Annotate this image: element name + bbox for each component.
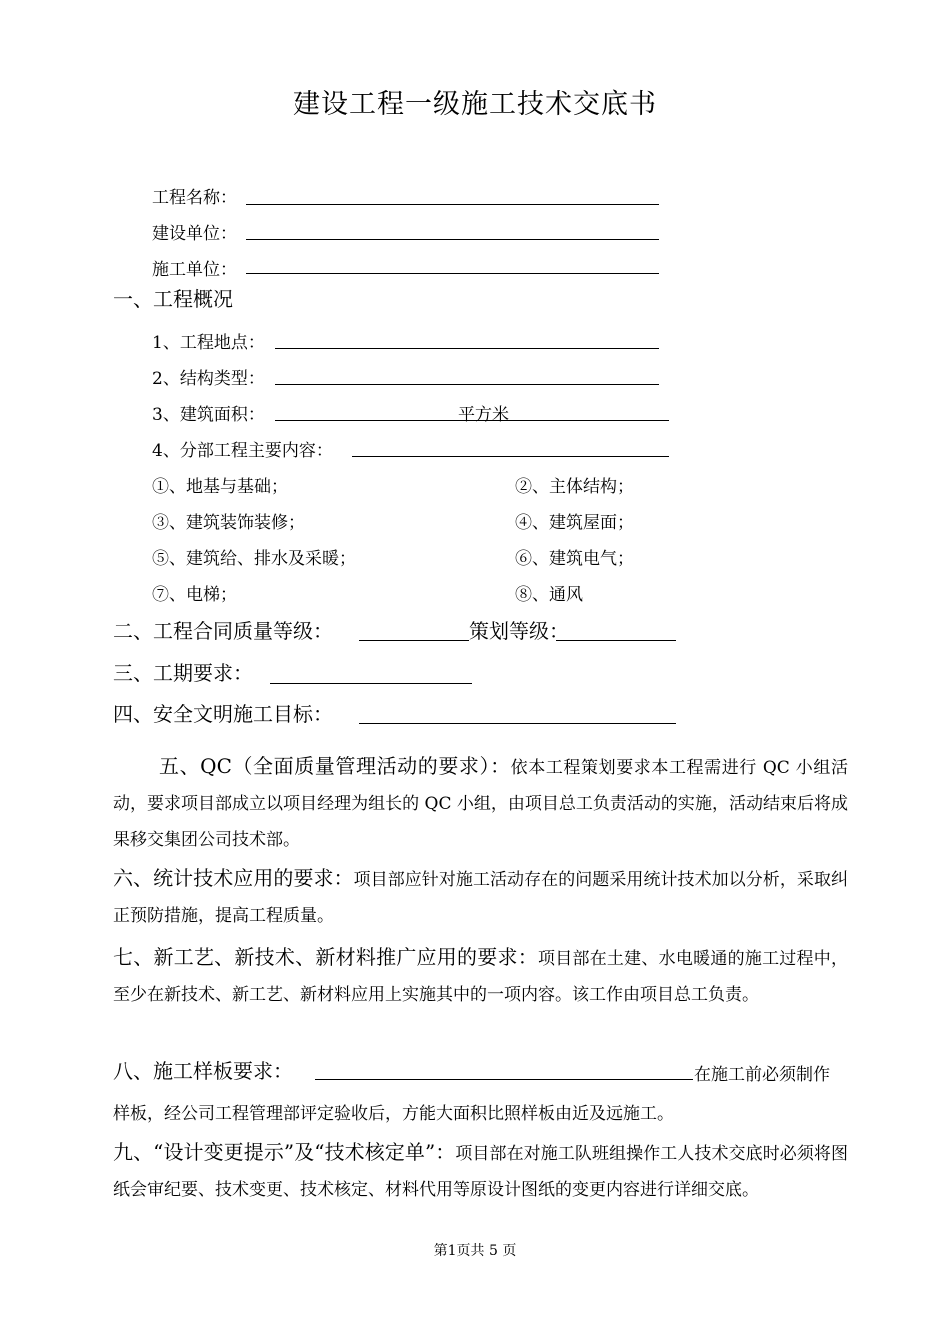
subproject-content-field[interactable] [352, 456, 669, 457]
section9-heading: 九、“设计变更提示”及“技术核定单”： [113, 1140, 456, 1164]
section5-paragraph [113, 748, 848, 858]
contract-quality-field[interactable] [359, 640, 469, 641]
sub-item-6: ⑥、建筑电气； [515, 549, 634, 569]
section7-paragraph [113, 939, 848, 1013]
structure-type-label: 2、结构类型： [152, 369, 265, 389]
section3-heading: 三、工期要求： [113, 661, 253, 685]
section4-heading: 四、安全文明施工目标： [113, 702, 333, 726]
schedule-field[interactable] [270, 683, 472, 684]
section7-text: 项目部在土建、水电暖通的施工过程中，至少在新技术、新工艺、新材料应用上实施其中的一项内容。该工作由项目总工负责。 [113, 949, 849, 1005]
sub-item-7: ⑦、电梯； [152, 585, 237, 605]
contractor-unit-label: 施工单位： [152, 260, 237, 280]
section5-text: 依本工程策划要求本工程需进行 QC 小组活动，要求项目部成立以项目经理为组长的 QC 小组，由项目总工负责活动的实施，活动结束后将成果移交集团公司技术部。 [113, 758, 848, 850]
sub-item-3: ③、建筑装饰装修； [152, 513, 305, 533]
sample-board-field[interactable] [315, 1079, 693, 1080]
section6-heading: 六、统计技术应用的要求： [113, 866, 354, 890]
plan-level-field[interactable] [556, 640, 676, 641]
sub-item-8: ⑧、通风 [515, 585, 583, 605]
section8-text-rest: 样板，经公司工程管理部评定验收后，方能大面积比照样板由近及远施工。 [113, 1104, 674, 1124]
sub-item-2: ②、主体结构； [515, 477, 634, 497]
builder-unit-label: 建设单位： [152, 224, 237, 244]
building-area-label: 3、建筑面积： [152, 405, 265, 425]
section7-heading: 七、新工艺、新技术、新材料推广应用的要求： [113, 945, 538, 969]
page-number: 第1页共 5 页 [433, 1243, 517, 1259]
project-location-label: 1、工程地点： [152, 333, 265, 353]
sub-item-4: ④、建筑屋面； [515, 513, 634, 533]
project-name-field[interactable] [246, 204, 659, 205]
section2-heading: 二、工程合同质量等级： [113, 619, 333, 643]
structure-type-field[interactable] [275, 384, 659, 385]
document-title: 建设工程一级施工技术交底书 [293, 89, 657, 120]
section9-text: 项目部在对施工队班组操作工人技术交底时必须将图纸会审纪要、技术变更、技术核定、材料代用等原设计图纸的变更内容进行详细交底。 [113, 1144, 849, 1200]
building-area-unit: 平方米 [458, 405, 509, 425]
section5-heading: 五、QC（全面质量管理活动的要求）： [159, 754, 511, 778]
plan-level-label: 策划等级： [469, 619, 569, 643]
section6-text: 项目部应针对施工活动存在的问题采用统计技术加以分析，采取纠正预防措施，提高工程质量。 [113, 870, 849, 926]
section1-heading: 一、工程概况 [113, 287, 233, 311]
subproject-content-label: 4、分部工程主要内容： [152, 441, 333, 461]
builder-unit-field[interactable] [246, 239, 659, 240]
section8-heading: 八、施工样板要求： [113, 1059, 293, 1083]
section6-paragraph [113, 860, 848, 934]
project-name-label: 工程名称： [152, 188, 237, 208]
safety-goal-field[interactable] [359, 723, 676, 724]
sub-item-5: ⑤、建筑给、排水及采暖； [152, 549, 356, 569]
sub-item-1: ①、地基与基础； [152, 477, 288, 497]
contractor-unit-field[interactable] [246, 273, 659, 274]
section9-paragraph [113, 1134, 848, 1208]
section8-text-inline: 在施工前必须制作 [694, 1065, 830, 1085]
project-location-field[interactable] [275, 348, 659, 349]
